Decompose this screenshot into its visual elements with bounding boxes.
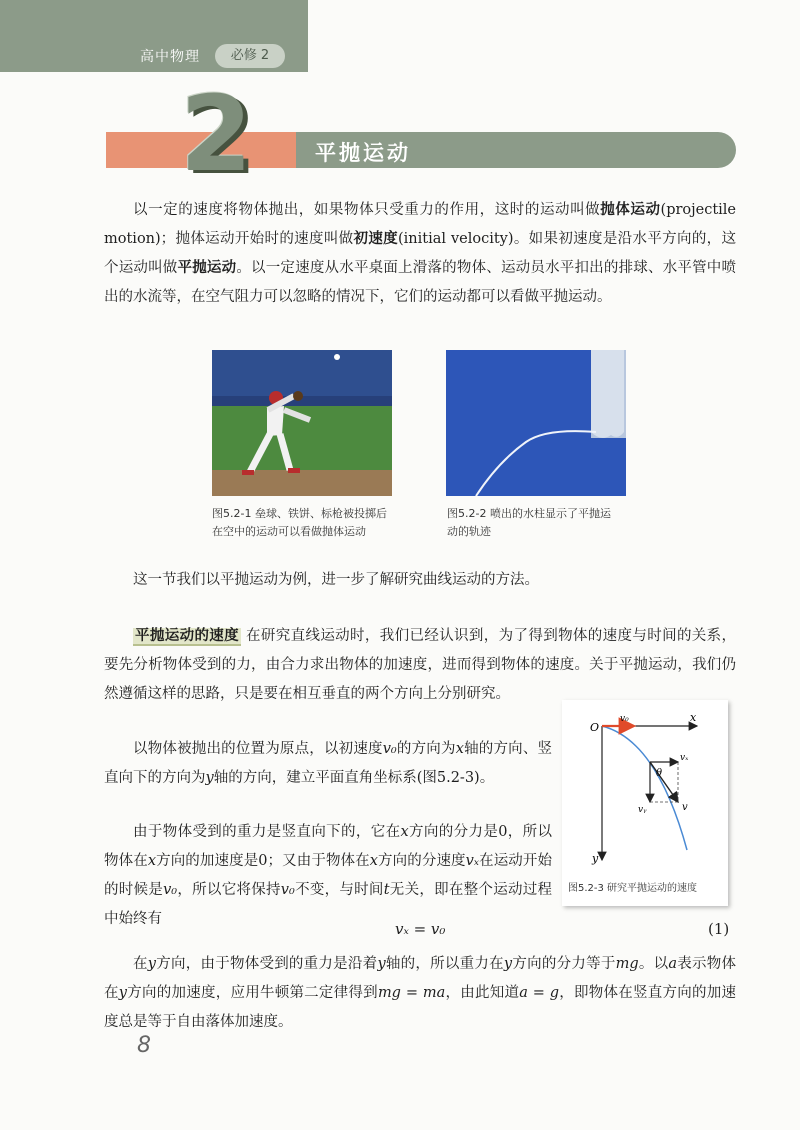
subsection-heading: 平抛运动的速度	[135, 628, 240, 644]
v-label: v	[682, 802, 688, 813]
book-title: 高中物理	[140, 49, 200, 65]
horizontal-velocity-paragraph: 由于物体受到的重力是竖直向下的，它在x方向的分力是0，所以物体在x方向的加速度是0；又由于物体在x方向的分速度vₓ在运动开始的时候是v₀，所以它将保持v₀不变，与时间t无关，即在整个运动过程中始终有	[104, 824, 553, 927]
figure-2-caption: 图5.2-2 喷出的水柱显示了平抛运 动的轨迹	[447, 507, 611, 538]
figure-3-caption: 图5.2-3 研究平抛运动的速度	[568, 883, 698, 894]
water-jet-photo	[446, 350, 626, 496]
term-horizontal-projectile: 平抛运动	[177, 260, 237, 276]
pitcher-photo	[212, 350, 392, 496]
page-number: 8	[137, 1033, 151, 1058]
transition-paragraph: 这一节我们以平抛运动为例，进一步了解研究曲线运动的方法。	[133, 572, 539, 588]
coordinate-paragraph: 以物体被抛出的位置为原点，以初速度v₀的方向为x轴的方向、竖直向下的方向为y轴的方向，建立平面直角坐标系(图5.2-3)。	[104, 741, 553, 786]
theta-label: θ	[656, 768, 663, 779]
equation-1: vₓ = v₀	[395, 920, 446, 938]
term-projectile-motion: 抛体运动	[600, 202, 661, 218]
term-initial-velocity: 初速度	[353, 231, 398, 247]
trajectory-curve	[602, 726, 687, 850]
vy-label: vᵧ	[638, 805, 647, 815]
section-number: 2	[180, 73, 253, 195]
equation-1-number: (1)	[708, 920, 730, 938]
section-title: 平抛运动	[315, 141, 411, 165]
intro-paragraph: 以一定的速度将物体抛出，如果物体只受重力的作用，这时的运动叫做抛体运动(projectile motion)；抛体运动开始时的速度叫做初速度(initial velocity)。如果初速度是沿水平方向的，这个运动叫做平抛运动。以一定速度从水平桌面上滑落的物体、运动员水平扣出的排球、水平管中喷出的水流等，在空气阻力可以忽略的情况下，它们的运动都可以看做平抛运动。	[104, 202, 737, 305]
x-label: x	[690, 711, 697, 724]
v0-label: v₀	[620, 714, 629, 724]
vx-label: vₓ	[680, 753, 689, 763]
velocity-intro-paragraph: 平抛运动的速度 在研究直线运动时，我们已经认识到，为了得到物体的速度与时间的关系，要先分析物体受到的力，由合力求出物体的加速度，进而得到物体的速度。关于平抛运动，我们仍然遵循这样的思路，只是要在相互垂直的两个方向上分别研究。	[104, 628, 737, 702]
origin-label: O	[590, 721, 600, 734]
velocity-diagram	[562, 700, 728, 906]
volume-badge: 必修 2	[215, 44, 285, 68]
figure-1-caption: 图5.2-1 垒球、铁饼、标枪被投掷后 在空中的运动可以看做抛体运动	[212, 507, 387, 538]
y-label: y	[592, 852, 599, 865]
v-arrow	[650, 762, 678, 802]
vertical-acceleration-paragraph: 在y方向，由于物体受到的重力是沿着y轴的，所以重力在y方向的分力等于mg。以a表示物体在y方向的加速度，应用牛顿第二定律得到mg = ma，由此知道a = g，即物体在竖直方向的加速度总是等于自由落体加速度。	[104, 956, 737, 1030]
